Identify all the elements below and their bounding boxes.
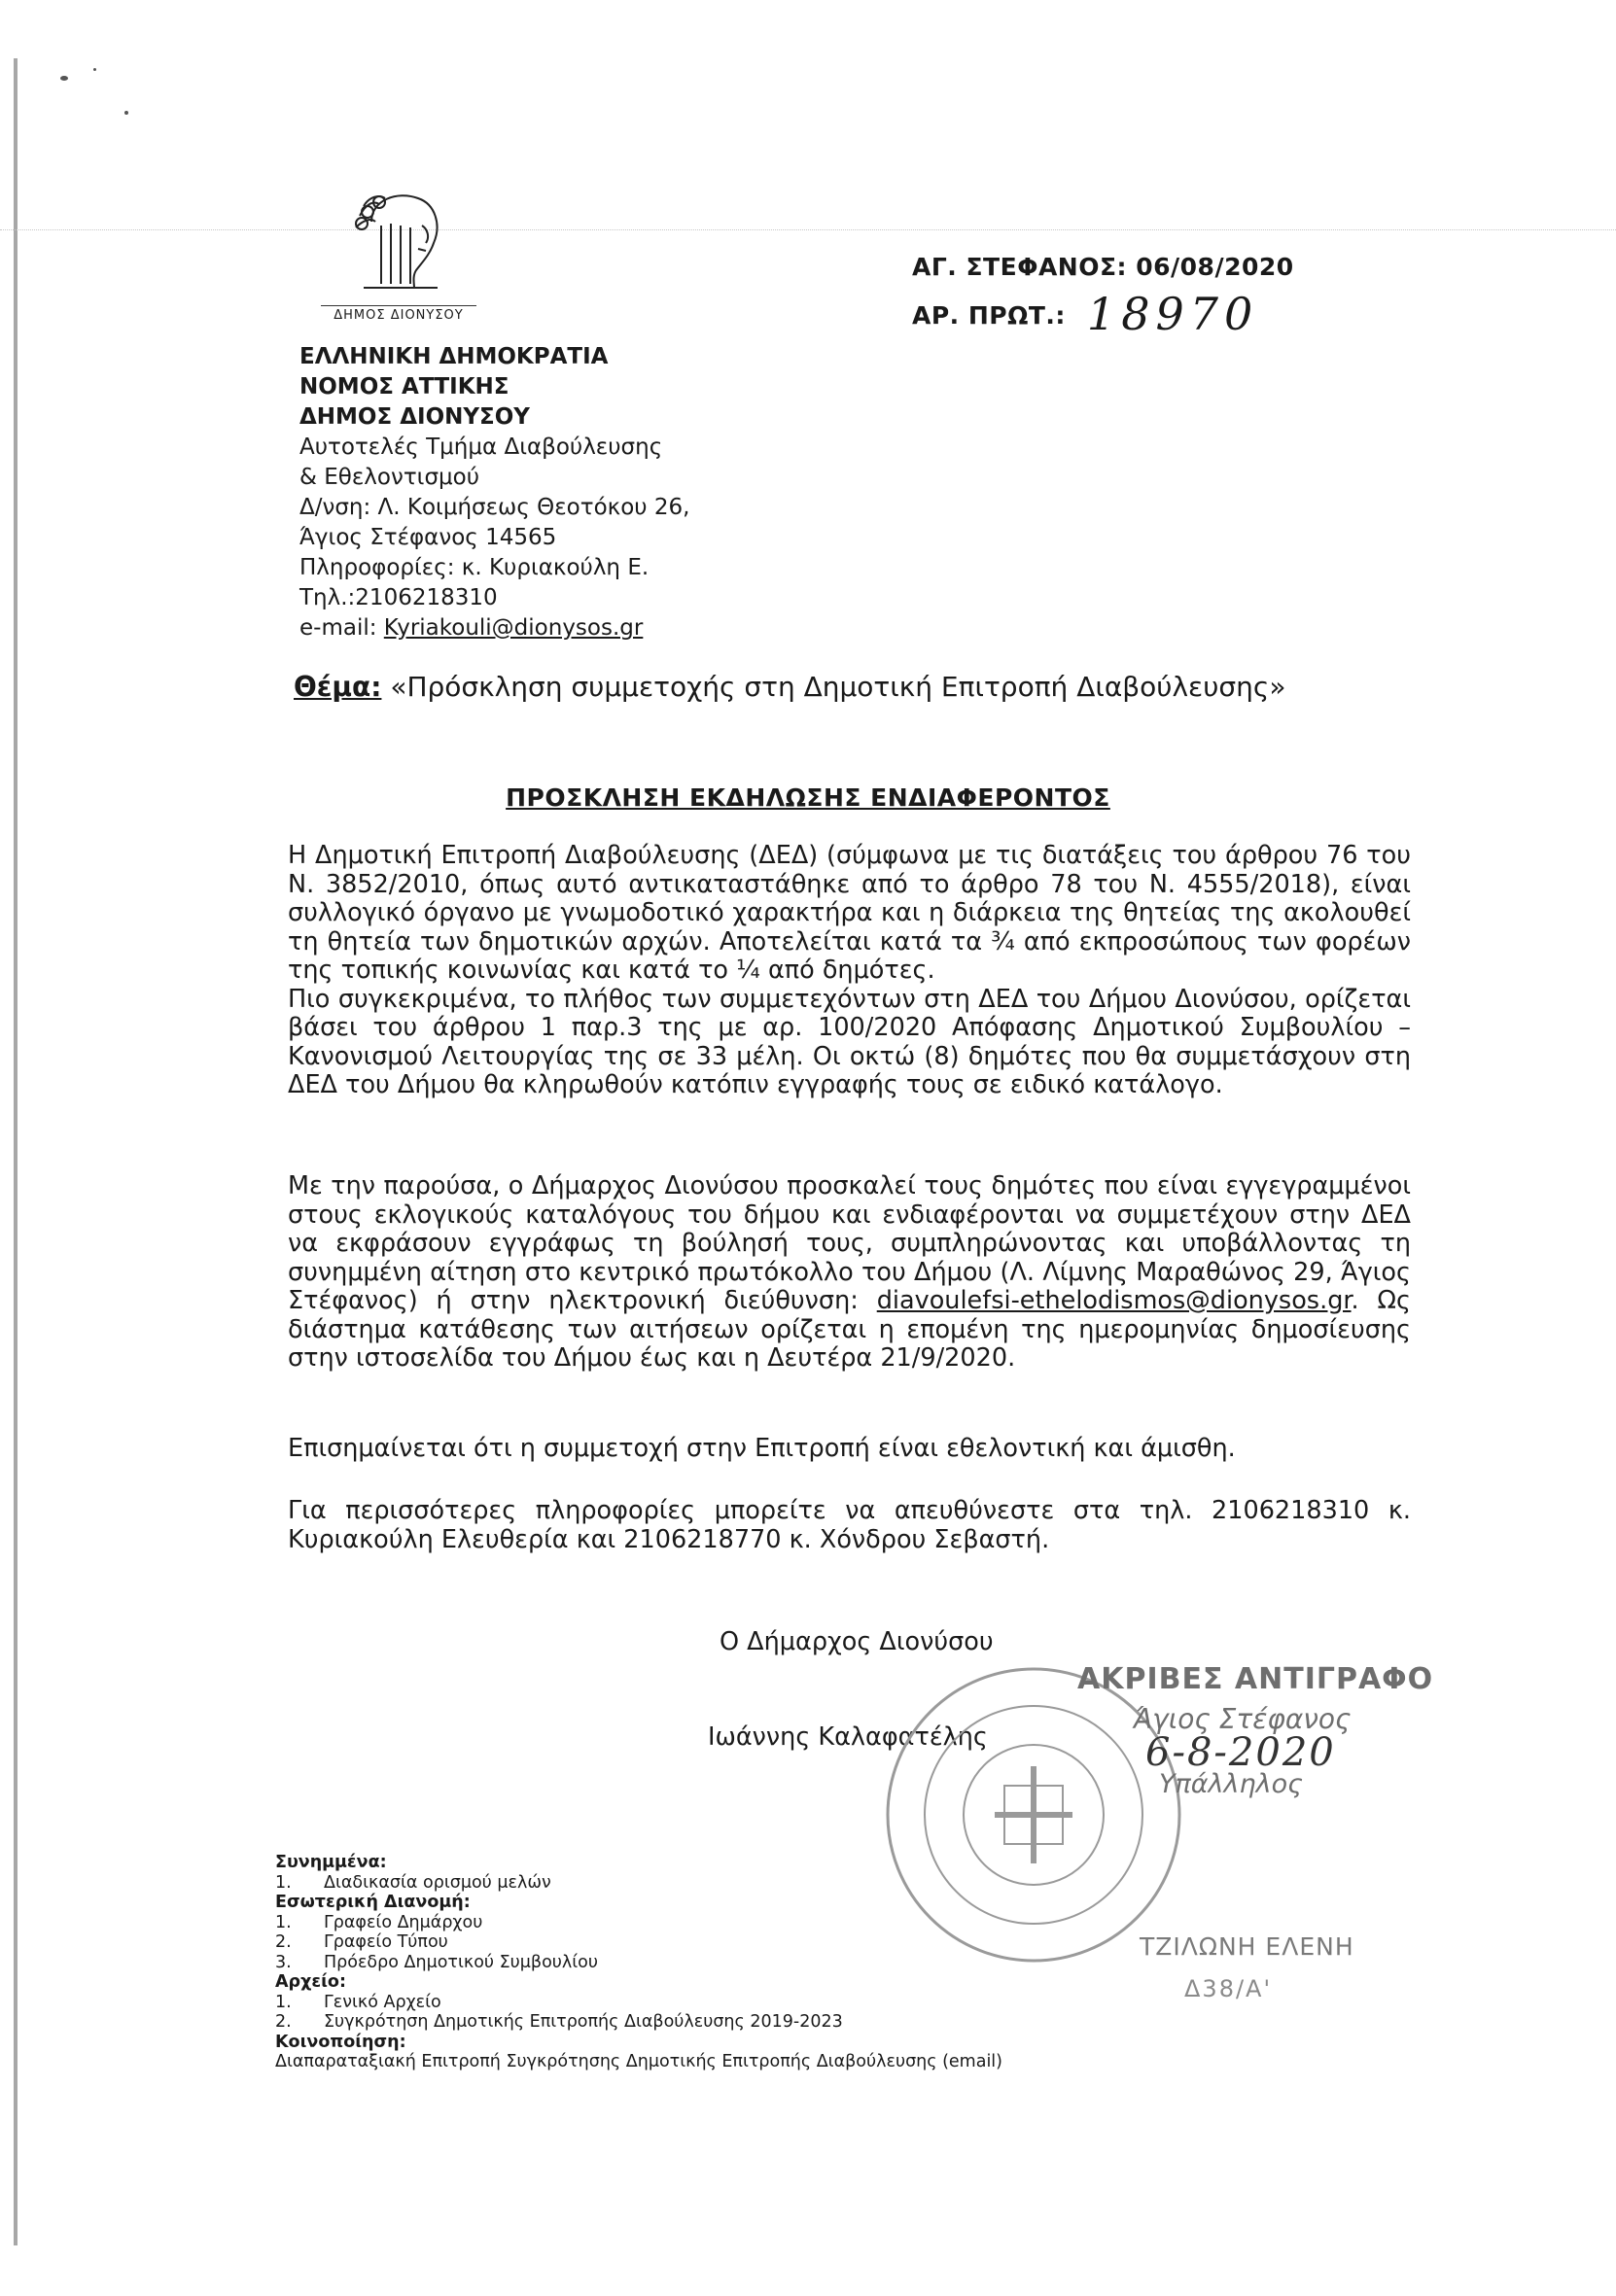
signatory-name: Ιωάννης Καλαφατέλης bbox=[708, 1722, 988, 1752]
scan-fold-line bbox=[0, 229, 1616, 230]
contact-info: Πληροφορίες: κ. Κυριακούλη Ε. bbox=[299, 555, 650, 580]
body-paragraph-3: Επισημαίνεται ότι η συμμετοχή στην Επιτροπή είναι εθελοντική και άμισθη. bbox=[288, 1434, 1236, 1463]
list-item: 1. Γραφείο Δημάρχου bbox=[275, 1912, 483, 1932]
department-line: Αυτοτελές Τμήμα Διαβούλευσης bbox=[299, 435, 663, 460]
issuer-block bbox=[299, 342, 689, 644]
list-item: 2. Συγκρότηση Δημοτικής Επιτροπής Διαβούλευσης 2019-2023 bbox=[275, 2012, 843, 2032]
address-line: Άγιος Στέφανος 14565 bbox=[299, 525, 557, 550]
list-item: 1. Γενικό Αρχείο bbox=[275, 1992, 441, 2012]
protocol-line bbox=[912, 282, 1259, 340]
municipality-logo bbox=[321, 187, 476, 323]
paragraph-text: Με την παρούσα, ο Δήμαρχος Διονύσου προσκαλεί τους δημότες που είναι εγγεγραμμένοι στους εκλογικούς καταλόγους του δήμου και ενδιαφέρονται να συμμετέχουν στην ΔΕΔ να εκφράσουν εγγράφως τη βούλησή τους, συμπληρώνοντας και υποβάλλοντας τη συνημμένη αίτηση στο κεντρικό πρωτόκολλο του Δήμου (Λ. Λίμνης Μαραθώνος 29, Άγιος Στέφανος) ή στην ηλεκτρονική διεύθυνση: bbox=[288, 1171, 1411, 1315]
certified-copy-place: Άγιος Στέφανος bbox=[1134, 1703, 1352, 1735]
department-line: & Εθελοντισμού bbox=[299, 465, 480, 490]
protocol-label: ΑΡ. ΠΡΩΤ.: bbox=[912, 301, 1066, 330]
scan-speck bbox=[60, 76, 68, 81]
signatory-title: Ο Δήμαρχος Διονύσου bbox=[720, 1627, 994, 1656]
cc-heading: Κοινοποίηση: bbox=[275, 2032, 406, 2052]
list-item: 2. Γραφείο Τύπου bbox=[275, 1932, 448, 1952]
distribution-footer bbox=[275, 1853, 1002, 2072]
body-paragraph-1 bbox=[288, 842, 1411, 1100]
internal-distribution-heading: Εσωτερική Διανομή: bbox=[275, 1893, 471, 1912]
contact-email-link[interactable]: Kyriakouli@dionysos.gr bbox=[383, 615, 644, 641]
certified-copy-role: Υπάλληλος bbox=[1159, 1769, 1303, 1799]
subject-text: «Πρόσκληση συμμετοχής στη Δημοτική Επιτροπή Διαβούλευσης» bbox=[381, 671, 1286, 703]
body-paragraph-2 bbox=[288, 1172, 1411, 1374]
document-title: ΠΡΟΣΚΛΗΣΗ ΕΚΔΗΛΩΣΗΣ ΕΝΔΙΑΦΕΡΟΝΤΟΣ bbox=[506, 783, 1110, 812]
protocol-number: 18970 bbox=[1086, 288, 1259, 340]
scan-edge bbox=[14, 58, 18, 2245]
certified-copy-person: ΤΖΙΛΩΝΗ ΕΛΕΝΗ bbox=[1140, 1932, 1354, 1961]
subject-label: Θέμα: bbox=[294, 671, 382, 703]
issuer-line: ΕΛΛΗΝΙΚΗ ΔΗΜΟΚΡΑΤΙΑ bbox=[299, 344, 609, 369]
logo-caption: ΔΗΜΟΣ ΔΙΟΝΥΣΟΥ bbox=[321, 305, 476, 323]
body-paragraph-4: Για περισσότερες πληροφορίες μπορείτε να απευθύνεστε στα τηλ. 2106218310 κ. Κυριακούλη Ελευθερία και 2106218770 κ. Χόνδρου Σεβαστή. bbox=[288, 1496, 1411, 1554]
contact-email-line bbox=[299, 613, 689, 644]
attachments-heading: Συνημμένα: bbox=[275, 1853, 387, 1872]
issuer-line: ΝΟΜΟΣ ΑΤΤΙΚΗΣ bbox=[299, 374, 509, 400]
list-item: 1. Διαδικασία ορισμού μελών bbox=[275, 1872, 551, 1893]
paragraph-text: . Ως διάστημα κατάθεσης των αιτήσεων ορίζεται η επομένη της ημερομηνίας δημοσίευσης στην ιστοσελίδα του Δήμου έως και η Δευτέρα 21/9/2020. bbox=[288, 1286, 1411, 1373]
certified-copy-code: Δ38/Α' bbox=[1184, 1975, 1273, 2002]
contact-phone: Τηλ.:2106218310 bbox=[299, 585, 498, 610]
paragraph-text: Πιο συγκεκριμένα, το πλήθος των συμμετεχόντων στη ΔΕΔ του Δήμου Διονύσου, ορίζεται βάσει του άρθρου 1 παρ.3 της με αρ. 100/2020 Απόφασης Δημοτικού Συμβουλίου – Κανονισμού Λειτουργίας της σε 33 μέλη. Οι οκτώ (8) δημότες που θα συμμετάσχουν στη ΔΕΔ του Δήμου θα κληρωθούν κατόπιν εγγραφής τους σε ειδικό κατάλογο. bbox=[288, 984, 1411, 1099]
list-item: 3. Πρόεδρο Δημοτικού Συμβουλίου bbox=[275, 1952, 599, 1972]
archive-heading: Αρχείο: bbox=[275, 1972, 346, 1992]
issuer-line: ΔΗΜΟΣ ΔΙΟΝΥΣΟΥ bbox=[299, 404, 530, 430]
scan-speck bbox=[93, 68, 96, 71]
cc-text: Διαπαραταξιακή Επιτροπή Συγκρότησης Δημοτικής Επιτροπής Διαβούλευσης (email) bbox=[275, 2052, 1002, 2071]
certified-copy-date: 6-8-2020 bbox=[1145, 1730, 1336, 1775]
dionysus-head-icon bbox=[321, 187, 476, 301]
email-label: e-mail: bbox=[299, 615, 384, 641]
address-line: Δ/νση: Λ. Κοιμήσεως Θεοτόκου 26, bbox=[299, 495, 690, 520]
scan-speck bbox=[124, 111, 128, 115]
certified-copy-heading: ΑΚΡΙΒΕΣ ΑΝΤΙΓΡΑΦΟ bbox=[1077, 1662, 1434, 1696]
paragraph-text: Η Δημοτική Επιτροπή Διαβούλευσης (ΔΕΔ) (σύμφωνα με τις διατάξεις του άρθρου 76 του Ν. 3852/2010, όπως αυτό αντικαταστάθηκε από το άρθρο 78 του Ν. 4555/2018), είναι συλλογικό όργανο με γνωμοδοτικό χαρακτήρα και η διάρκεια της θητείας της ακολουθεί τη θητεία των δημοτικών αρχών. Αποτελείται κατά τα ¾ από εκπροσώπους των φορέων της τοπικής κοινωνίας και κατά το ¼ από δημότες. bbox=[288, 841, 1411, 985]
consultation-email-link[interactable]: diavoulefsi-ethelodismos@dionysos.gr bbox=[876, 1286, 1352, 1315]
document-date: ΑΓ. ΣΤΕΦΑΝΟΣ: 06/08/2020 bbox=[912, 253, 1294, 281]
subject-line bbox=[294, 671, 1285, 703]
